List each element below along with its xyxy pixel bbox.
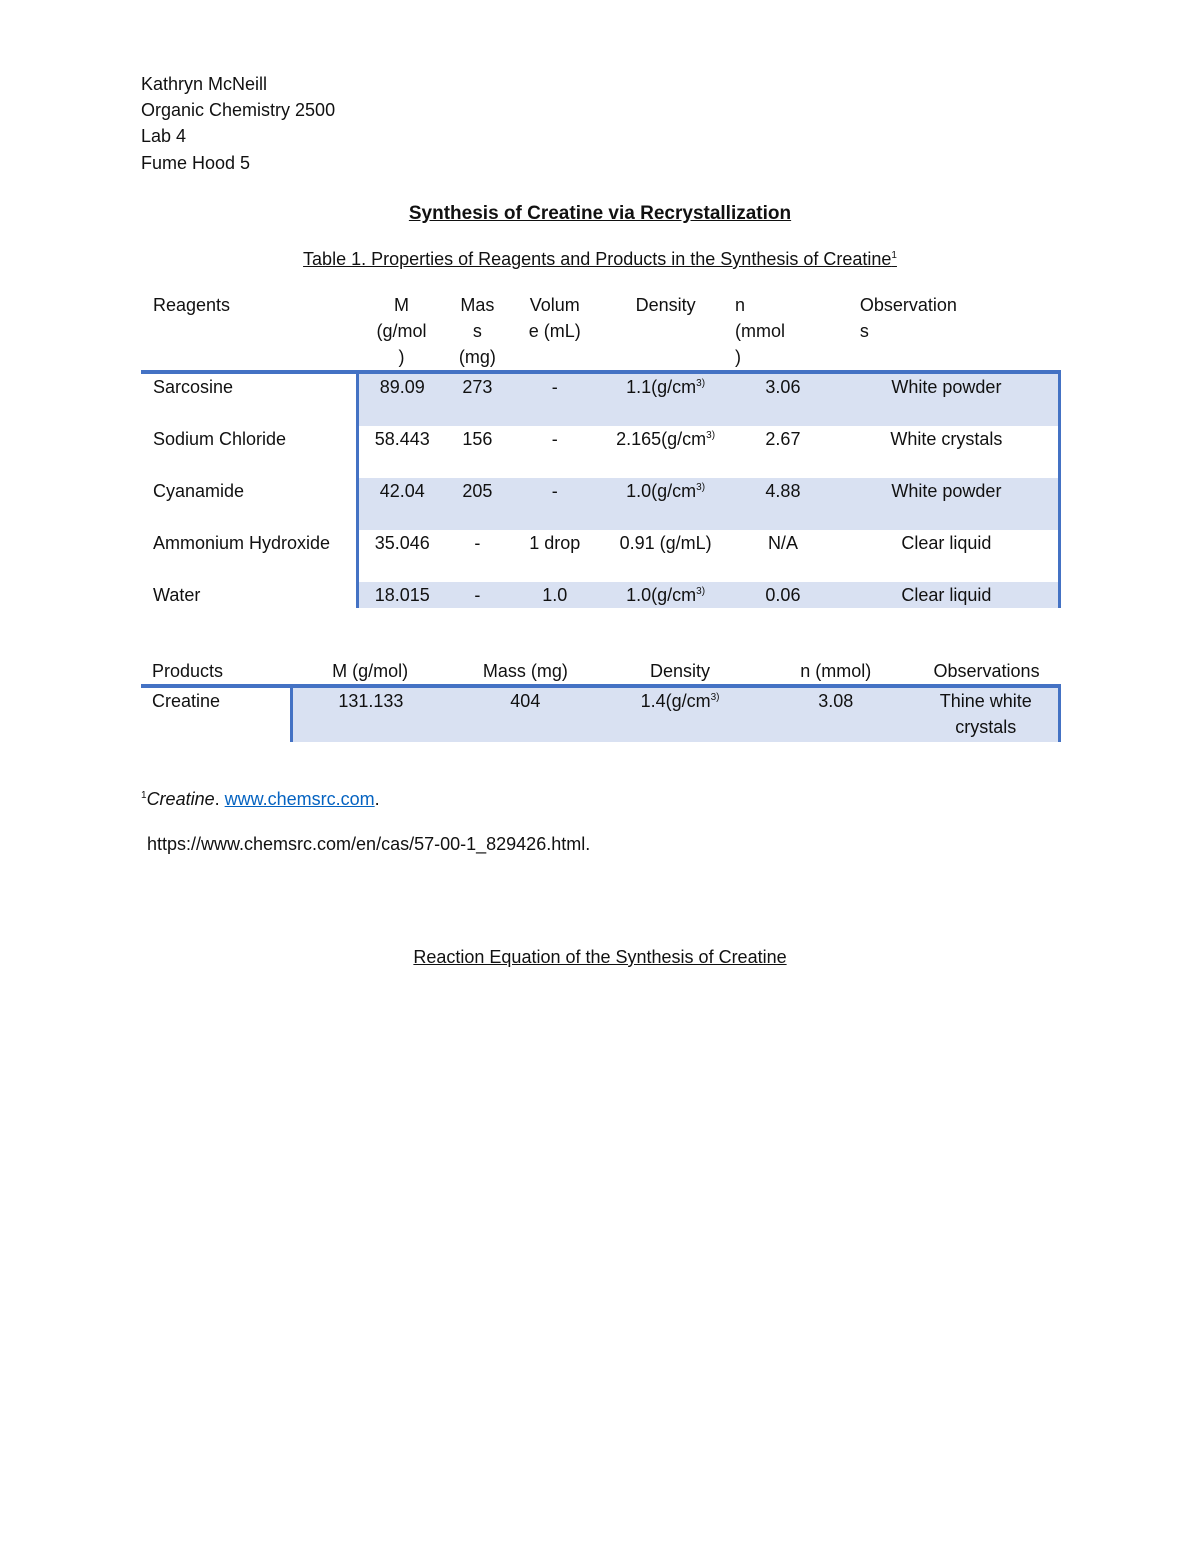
footnote: $^1$Creatine. www.chemsrc.com. [141, 789, 380, 809]
reagents-table [141, 291, 1061, 608]
table-caption [0, 249, 1200, 270]
reagent-density-cell [600, 372, 731, 426]
cell-text: N/A [767, 533, 798, 553]
product-mass-cell [449, 686, 603, 742]
reagent-row [141, 530, 1060, 582]
cell-text: White crystals [890, 429, 1003, 449]
fume-hood: Fume Hood 5 [141, 153, 251, 173]
reagent-molar-mass-cell [358, 372, 446, 426]
reagent-density-cell [600, 582, 731, 608]
reaction-heading: Reaction Equation of the Synthesis of Creatine [413, 947, 787, 967]
header-products: Products [141, 658, 292, 686]
cell-text: 1.0(g/cm [626, 585, 697, 605]
cell-text: 156 [462, 429, 493, 449]
density-unit-superscript: 3) [696, 482, 706, 493]
product-molar-mass-cell [292, 686, 449, 742]
reagent-molar-mass-cell [358, 426, 446, 478]
header-mass: Mas s (mg) [445, 291, 509, 372]
reagent-mass-cell [445, 530, 509, 582]
reagent-name-cell [141, 530, 358, 582]
cell-text: Sarcosine [153, 377, 234, 397]
reagent-volume-cell [509, 478, 600, 530]
reagent-name-cell [141, 478, 358, 530]
cell-text: 42.04 [379, 481, 425, 501]
cell-text: Ammonium Hydroxide [153, 533, 331, 553]
reagent-name-cell [141, 372, 358, 426]
cell-text: 1.4(g/cm [640, 691, 711, 711]
header-reagents: Reagents [141, 291, 358, 372]
course-name: Organic Chemistry 2500 [141, 100, 336, 120]
header-molar-mass: M (g/mol ) [358, 291, 446, 372]
reagent-observations-cell [835, 582, 1060, 608]
reagent-mass-cell [445, 426, 509, 478]
reagent-mass-cell [445, 582, 509, 608]
reagent-moles-cell [731, 530, 835, 582]
reagent-moles-cell [731, 426, 835, 478]
lab-number: Lab 4 [141, 126, 187, 146]
reagent-mass-cell [445, 478, 509, 530]
cell-text: 2.165(g/cm [616, 429, 707, 449]
cell-text: Cyanamide [153, 481, 245, 501]
header-product-observations: Observations [914, 658, 1060, 686]
header-moles: n (mmol ) [731, 291, 835, 372]
reagent-observations-cell [835, 426, 1060, 478]
cell-text: 35.046 [374, 533, 430, 553]
cell-text: White powder [891, 481, 1002, 501]
header-product-mass: Mass (mg) [449, 658, 603, 686]
cell-text: 0.06 [765, 585, 801, 605]
cell-text: 89.09 [379, 377, 425, 397]
footnote-marker: 1 [141, 790, 147, 801]
reagent-row [141, 478, 1060, 530]
cell-text: Water [153, 585, 201, 605]
header-product-density: Density [602, 658, 758, 686]
cell-text: 205 [462, 481, 493, 501]
header-observations: Observation s [835, 291, 1060, 372]
reagent-mass-cell [445, 372, 509, 426]
table-caption-text: Table 1. Properties of Reagents and Products in the Synthesis of Creatine [303, 249, 892, 269]
reagent-density-cell [600, 426, 731, 478]
density-unit-superscript: 3) [706, 430, 716, 441]
reagent-name-cell [141, 582, 358, 608]
cell-text: - [474, 585, 481, 605]
product-row [141, 686, 1060, 742]
table-caption-footnote-marker: 1 [891, 250, 897, 261]
reagent-molar-mass-cell [358, 530, 446, 582]
cell-text: 1.0 [542, 585, 568, 605]
cell-text: - [551, 429, 558, 449]
cell-text: 3.06 [765, 377, 801, 397]
reagent-moles-cell [731, 372, 835, 426]
density-unit-superscript: 3) [696, 378, 706, 389]
product-name-cell [141, 686, 292, 742]
cell-text: - [551, 377, 558, 397]
reagent-volume-cell [509, 426, 600, 478]
density-unit-superscript: 3) [710, 692, 720, 703]
cell-text: 131.133 [338, 691, 404, 711]
cell-text: Creatine [152, 691, 221, 711]
footnote-link[interactable]: www.chemsrc.com [224, 789, 375, 809]
cell-text: 18.015 [374, 585, 430, 605]
reagent-volume-cell [509, 582, 600, 608]
reagent-volume-cell [509, 530, 600, 582]
cell-text: Thine white crystals [939, 691, 1032, 737]
cell-text: White powder [891, 377, 1002, 397]
cell-text: 4.88 [765, 481, 801, 501]
cell-text: 0.91 (g/mL) [619, 533, 712, 553]
cell-text: 1 drop [529, 533, 581, 553]
reagent-observations-cell [835, 372, 1060, 426]
header-product-molar-mass: M (g/mol) [292, 658, 449, 686]
reagent-name-cell [141, 426, 358, 478]
cell-text: 3.08 [818, 691, 854, 711]
document-title: Synthesis of Creatine via Recrystallization [408, 203, 792, 224]
reagents-header-row [141, 291, 1060, 372]
product-observations-cell [914, 686, 1060, 742]
reagent-density-cell [600, 478, 731, 530]
cell-text: Clear liquid [901, 585, 992, 605]
density-unit-superscript: 3) [696, 586, 706, 597]
products-header-row [141, 658, 1060, 686]
cell-text: 273 [462, 377, 493, 397]
reagent-row [141, 582, 1060, 608]
reagent-moles-cell [731, 478, 835, 530]
reagent-row [141, 426, 1060, 478]
reagent-volume-cell [509, 372, 600, 426]
cell-text: - [474, 533, 481, 553]
cell-text: 1.1(g/cm [626, 377, 697, 397]
reagent-observations-cell [835, 478, 1060, 530]
cell-text: Sodium Chloride [153, 429, 287, 449]
cell-text: 404 [510, 691, 541, 711]
cell-text: 1.0(g/cm [626, 481, 697, 501]
cell-text: Clear liquid [901, 533, 992, 553]
product-moles-cell [758, 686, 914, 742]
header-volume: Volum e (mL) [509, 291, 600, 372]
header-product-moles: n (mmol) [758, 658, 914, 686]
reagent-molar-mass-cell [358, 478, 446, 530]
reagent-moles-cell [731, 582, 835, 608]
cell-text: 2.67 [765, 429, 801, 449]
footnote-url: https://www.chemsrc.com/en/cas/57-00-1_829426.html. [147, 834, 591, 854]
reagent-observations-cell [835, 530, 1060, 582]
author-name: Kathryn McNeill [141, 74, 268, 94]
products-table [141, 658, 1061, 742]
reagent-molar-mass-cell [358, 582, 446, 608]
reagent-density-cell [600, 530, 731, 582]
footnote-title: Creatine [146, 789, 215, 809]
product-density-cell [602, 686, 758, 742]
header-density: Density [600, 291, 731, 372]
reagent-row [141, 372, 1060, 426]
cell-text: - [551, 481, 558, 501]
cell-text: 58.443 [374, 429, 430, 449]
